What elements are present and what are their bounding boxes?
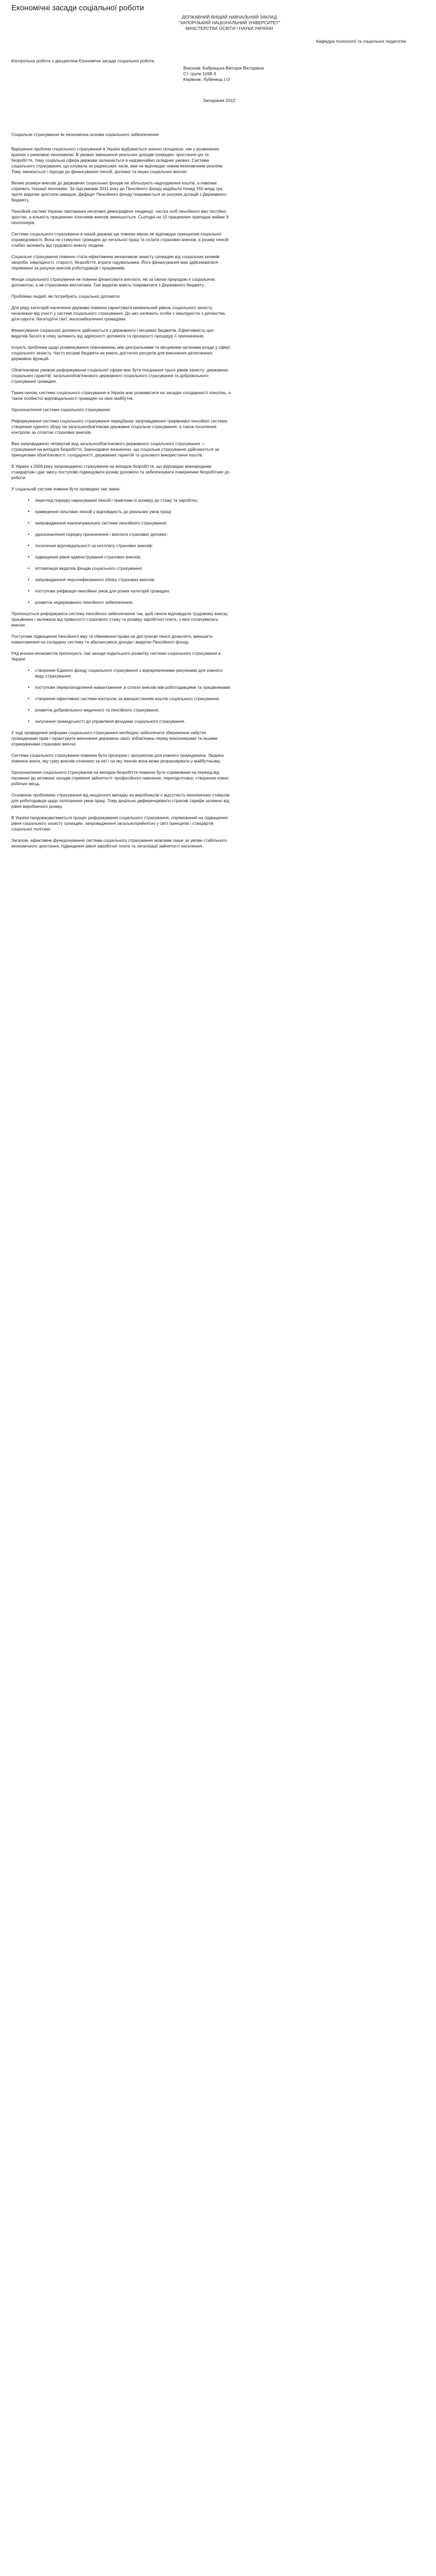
- paragraph: Основною проблемою страхування від нещасного випадку на виробництві є відсутність економічних стимулів для роботодавців щодо поліпшення умов праці. Тому доцільно диференціювати страхові тарифи залежно від рівня виробничого ризику.: [11, 792, 230, 809]
- list-item: • удосконалення порядку призначення і виплати страхових допомог;: [35, 532, 231, 537]
- paragraph: В Україні з 2004 року запроваджено страхування на випадок безробіття, що відповідає міжнародним стандартам і дає змогу поступово підвищувати розмір допомоги та забезпечувати повернення безробітних до роботи.: [11, 464, 230, 480]
- list-item: • запровадження накопичувальної системи пенсійного страхування;: [35, 520, 231, 526]
- paragraph: У ході проведення реформи соціального страхування необхідно забезпечити збереження набутих громадянами прав і гарантувати виконання державою своїх зобов'язань перед пенсіонерами та іншими отримувачами страхових виплат.: [11, 730, 218, 747]
- list-intro: У соціальній системі повинні бути проведені такі зміни:: [11, 486, 120, 492]
- paragraph: Вже запроваджено четвертий вид загальнообов'язкового державного соціального страхування — страхування на випадок безробіття. Законодавчо визначено, що соціальне страхування здійснюється за принципами обов'язковості, солідарності, державних гарантій та цільового використання коштів.: [11, 441, 219, 457]
- city-year: Запоріжжя 2012: [202, 98, 236, 103]
- list-item: • поступова уніфікація пенсійних умов для різних категорій громадян;: [35, 588, 231, 594]
- paragraph: Великі розміри внесків до державних соціальних фондів не збільшують надходження коштів, а навпаки сприяють тінізації економіки. За підсумками 2011 року до Пенсійного фонду надійшло понад 150 млрд грн, проте видатки зростали швидше. Дефіцит Пенсійного фонду покривається за рахунок дотацій з Державного бюджету.: [11, 180, 226, 202]
- paragraph: Пенсійній системі України притаманні негативні демографічні тенденції: частка осіб пенсійного віку постійно зростає, а кількість працюючих платників внесків зменшується. Сьогодні на 10 працюючих припадає майже 9 пенсіонерів.: [11, 209, 229, 225]
- author-block: [183, 65, 427, 82]
- paragraph: Система соціального страхування повинна бути прозорою і зрозумілою для кожного громадянина. Людина повинна знати, яку суму внесків сплачено за неї і на яку пенсію вона може розраховувати у майбутньому.: [11, 753, 224, 764]
- list-item: • розвиток добровільного медичного та пенсійного страхування;: [35, 707, 231, 713]
- paragraph: Фінансування соціальної допомоги здійснюється з державного і місцевих бюджетів. Ефективність цих видатків багато в чому залежить від адресності допомоги та прозорості процедур її призначення.: [11, 328, 214, 338]
- list-item: • поступове перерозподілення навантаження зі сплати внесків між роботодавцями та працівниками;: [35, 685, 231, 690]
- list-item: • оптимізація видатків фондів соціального страхування;: [35, 566, 231, 571]
- list-item: • посилення відповідальності за несплату страхових внесків;: [35, 543, 231, 549]
- author-line: Керівник: Лубенець I.O: [183, 77, 230, 82]
- bullet-list: [11, 498, 231, 605]
- subheading: Проблема людей, які потребують соціальної допомоги: [11, 294, 120, 299]
- document-title: Економічні засади соціальної роботи: [11, 4, 144, 12]
- paragraph: Для ряду категорій населення держава повинна гарантувати мінімальний рівень соціального захисту незалежно від участі у системі соціального страхування. До них належать особи з інвалідністю з дитинства, діти-сироти, багатодітні сім'ї, малозабезпечені громадяни.: [11, 305, 226, 321]
- section-title: Соціальне страхування як економічна основа соціального забезпечення: [11, 132, 159, 137]
- paragraph: Соціальне страхування повинно стати ефективним механізмом захисту громадян від соціальних ризиків: хвороби, інвалідності, старості, безробіття, втрати годувальника. Його фінансування має здійснюватися переважно за рахунок внесків роботодавців і працівників.: [11, 254, 220, 270]
- paragraph: Існують проблеми щодо розмежування повноважень між центральними та місцевими органами влади у сфері соціального захисту. Часто місцеві бюджети не мають достатніх ресурсів для виконання делегованих державою функцій.: [11, 345, 230, 361]
- subheading: Удосконалення системи соціального страхування.: [11, 407, 111, 412]
- list-item: • залучення громадськості до управління фондами соціального страхування.: [35, 719, 231, 724]
- paragraph: Удосконалення соціального страхування на випадок безробіття повинно бути спрямоване на перехід від пасивних до активних заходів сприяння зайнятості: професійного навчання, перепідготовки, створення нових робочих місць.: [11, 770, 229, 786]
- header-line: "ЗАПОРІЗЬКИЙ НАЦІОНАЛЬНИЙ УНІВЕРСИТЕТ": [178, 20, 281, 25]
- paragraph: Реформування системи соціального страхування передбачає запровадження трирівневої пенсійної системи, створення єдиного збору на загальнообов'язкове державне соціальне страхування, а також посилення контролю за сплатою страхових внесків.: [11, 418, 229, 435]
- paragraph: Вирішення проблем соціального страхування в Україні відбувається значно складніше, ніж у розвинених країнах з ринковою економікою. В умовах зменшення реальних доходів громадян, зростання цін та безробіття, тому соціальна сфера держави залишається в надзвичайно складних умовах. Система соціального страхування, що існувала за радянських часів, вже не відповідає новим економічним реаліям. Тому змінюються і підходи до фінансування пенсій, допомог та інших соціальних виплат.: [11, 146, 224, 174]
- paragraph: Пропонується реформувати систему пенсійного забезпечення так, щоб пенсія відповідала трудовому внеску працівника і залежала від тривалості страхового стажу та розміру заробітної плати, з якої сплачувались внески.: [11, 611, 228, 628]
- institution-header: [11, 14, 427, 31]
- department-label: Кафедра психології та соціальної педагогіки: [316, 39, 406, 44]
- paragraph: Таким чином, система соціального страхування в Україні має розвиватися на засадах солідарності поколінь, а також особистої відповідальності громадян за своє майбутнє.: [11, 390, 231, 401]
- bullet-list: [11, 668, 231, 724]
- subheading: Ряд вчених-економістів пропонують такі заходи подальшого розвитку системи соціального страхування в Україні:: [11, 651, 221, 662]
- list-item: • розвиток недержавного пенсійного забезпечення.: [35, 600, 231, 605]
- paragraph: Загалом, ефективне функціонування системи соціального страхування можливе лише за умови стабільного економічного зростання, підвищення рівня заробітної плати та легалізації зайнятості населення.: [11, 838, 227, 849]
- paragraph: Поступове підвищення пенсійного віку та обмеження права на дострокові пенсії дозволять зменшити навантаження на солідарну систему та збалансувати доходи і видатки Пенсійного фонду.: [11, 634, 213, 645]
- header-line: ДЕРЖАВНИЙ ВИЩИЙ НАВЧАЛЬНИЙ ЗАКЛАД: [182, 14, 277, 20]
- document-body: [11, 146, 427, 849]
- list-item: • створення Єдиного фонду соціального страхування з відокремленими рахунками для кожного виду страхування;: [35, 668, 231, 679]
- control-work-title: Контрольна робота з дисципліни Економічні засади соціальної роботи.: [11, 58, 155, 63]
- list-item: • підвищення рівня адміністрування страхових внесків;: [35, 554, 231, 560]
- list-item: • приведення пільгових пенсій у відповідність до реальних умов праці;: [35, 509, 231, 515]
- paragraph: Система соціального страхування в нашій державі ще повною мірою не відповідає принципам соціальної справедливості. Вона не стимулює громадян до легальної праці та сплати страхових внесків, а розмір пенсій слабко залежить від трудового внеску людини.: [11, 231, 229, 248]
- paragraph: Обов'язковою умовою реформування соціальної сфери має бути поєднання трьох рівнів захисту: державних соціальних гарантій, загальнообов'язкового державного соціального страхування та добровільного страхування громадян.: [11, 367, 229, 384]
- author-line: Виконав: Бобрицька Вікторія Вікторівна: [183, 65, 264, 71]
- list-item: • перегляд порядку нарахування пенсій і прив'язки їх розміру до стажу та заробітку;: [35, 498, 231, 503]
- paragraph: В Україні продовжуватиметься процес реформування соціального страхування, спрямований на підвищення рівня соціального захисту громадян, запровадження загальноприйнятих у світі принципів і стандартів соціальної політики.: [11, 815, 228, 832]
- author-line: Ст. групи 1168-3: [183, 71, 216, 76]
- list-item: • запровадження персоніфікованого обліку страхових внесків;: [35, 577, 231, 583]
- paragraph: Фонди соціального страхування не повинні фінансувати виплати, які за своєю природою є соціальною допомогою, а не страховими виплатами. Такі видатки мають покриватися з Державного бюджету.: [11, 277, 215, 287]
- list-item: • створення ефективної системи контролю за використанням коштів соціального страхування;: [35, 696, 231, 702]
- header-line: МІНІСТЕРСТВА ОСВІТИ І НАУКИ УКРАЇНИ: [185, 26, 273, 31]
